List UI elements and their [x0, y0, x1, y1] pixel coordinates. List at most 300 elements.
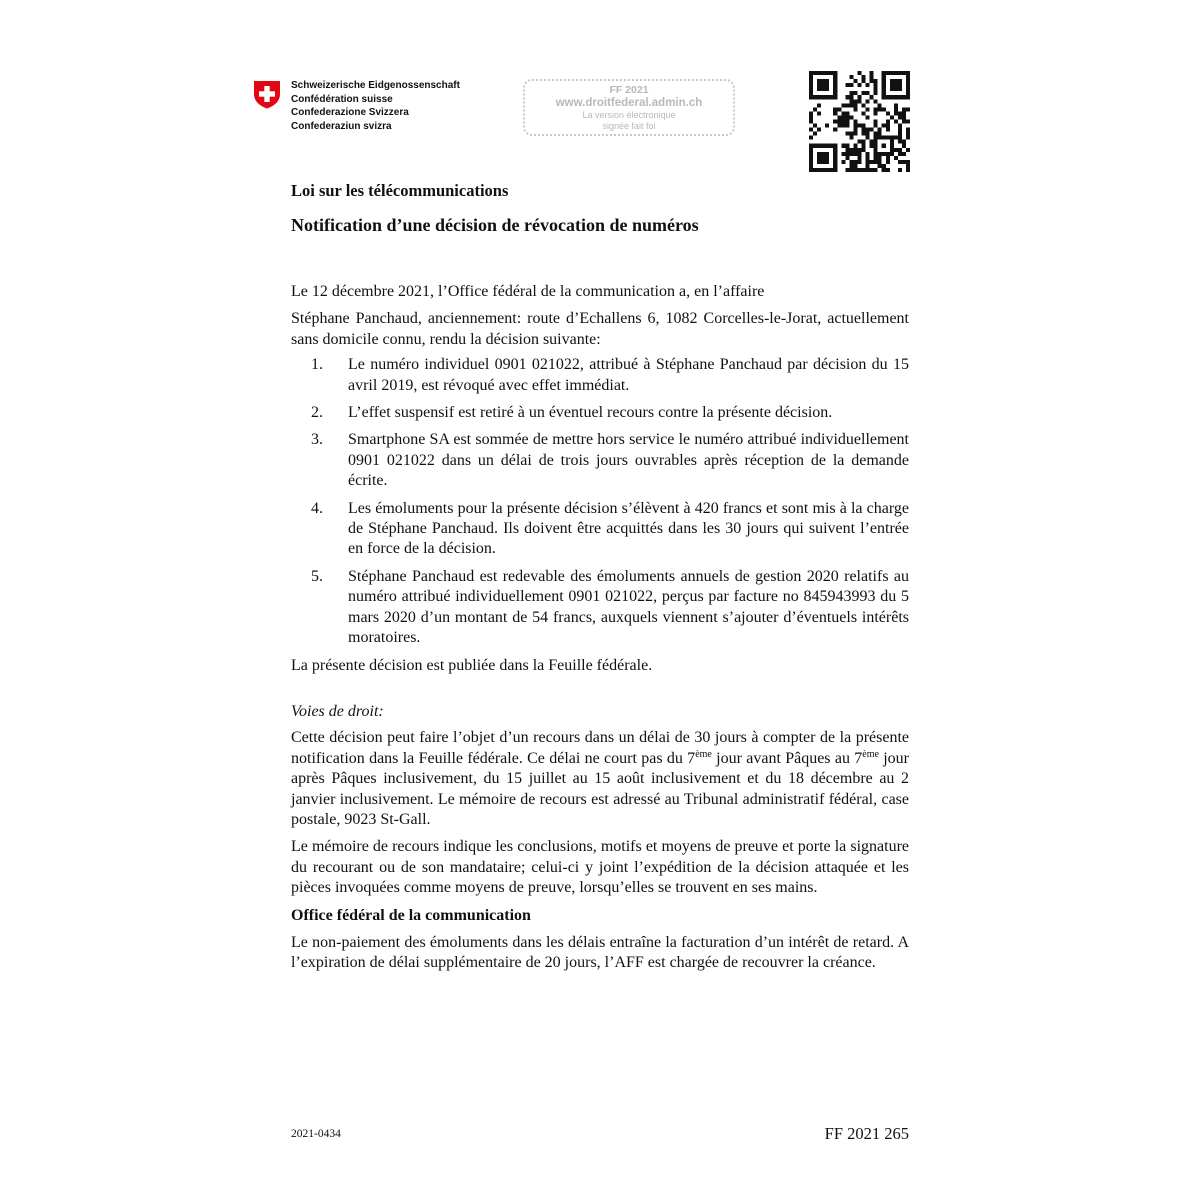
qr-module [882, 164, 886, 168]
qr-module [890, 152, 894, 156]
qr-module [857, 140, 861, 144]
qr-module [906, 75, 910, 79]
qr-module [845, 168, 849, 172]
decision-number: 1. [311, 356, 323, 374]
qr-module [833, 111, 837, 115]
qr-module [874, 136, 878, 140]
authority-it: Confederazione Svizzera [291, 107, 409, 118]
qr-module [890, 71, 894, 75]
qr-module [902, 71, 906, 75]
qr-module [898, 87, 902, 91]
qr-module [817, 144, 821, 148]
qr-module [906, 164, 910, 168]
publication-note: La présente décision est publiée dans la Feuille fédérale. [291, 656, 653, 674]
remedies-text-3: jour après Pâques inclusivement, du 15 juillet au 15 août inclusivement et du 18 décembre au 2 janvier inclusivement. Le mémoire de recours est adressé au Tribunal administratif fédéral, case postale, 9023 St-Gall. [291, 749, 910, 828]
qr-module [817, 156, 821, 160]
qr-module [849, 152, 853, 156]
qr-module [833, 71, 837, 75]
decision-number: 2. [311, 404, 323, 422]
qr-module [886, 119, 890, 123]
qr-module [906, 132, 910, 136]
qr-module [866, 164, 870, 168]
qr-module [894, 119, 898, 123]
qr-module [845, 144, 849, 148]
superscript-ordinal: ème [862, 748, 879, 760]
qr-module [809, 71, 813, 75]
qr-module [809, 83, 813, 87]
qr-module [809, 164, 813, 168]
qr-module [825, 87, 829, 91]
qr-module [857, 99, 861, 103]
qr-module [894, 87, 898, 91]
qr-module [825, 83, 829, 87]
qr-module [853, 152, 857, 156]
qr-module [833, 75, 837, 79]
qr-module [825, 71, 829, 75]
qr-module [857, 168, 861, 172]
qr-module [833, 107, 837, 111]
qr-module [882, 71, 886, 75]
qr-module [817, 87, 821, 91]
qr-module [809, 168, 813, 172]
qr-module [874, 168, 878, 172]
qr-module [849, 168, 853, 172]
qr-module [906, 119, 910, 123]
qr-module [902, 119, 906, 123]
qr-module [894, 136, 898, 140]
qr-module [898, 71, 902, 75]
stamp-url: www.droitfederal.admin.ch [555, 97, 703, 109]
qr-module [845, 132, 849, 136]
qr-module [906, 91, 910, 95]
qr-module [833, 164, 837, 168]
stamp-note-2: signée fait foi [602, 121, 656, 131]
qr-module [821, 160, 825, 164]
qr-module [882, 87, 886, 91]
qr-module [886, 128, 890, 132]
qr-module [841, 152, 845, 156]
qr-module [898, 140, 902, 144]
qr-module [853, 103, 857, 107]
qr-module [821, 168, 825, 172]
qr-module [866, 132, 870, 136]
qr-module [894, 103, 898, 107]
qr-module [874, 160, 878, 164]
qr-module [906, 83, 910, 87]
qr-module [866, 83, 870, 87]
qr-module [874, 148, 878, 152]
qr-module [809, 75, 813, 79]
qr-module [862, 144, 866, 148]
qr-module [890, 87, 894, 91]
qr-module [837, 124, 841, 128]
qr-module [833, 87, 837, 91]
qr-module [853, 148, 857, 152]
qr-module [849, 132, 853, 136]
qr-module [886, 136, 890, 140]
stamp-gazette-ref: FF 2021 [609, 84, 649, 96]
qr-module [841, 160, 845, 164]
closing-paragraph: Le non-paiement des émoluments dans les délais entraîne la facturation d’un intérêt de retard. A l’expiration de délai supplémentaire de 20 jours, l’AFF est chargée de recouvrer la créance. [291, 933, 909, 972]
qr-module [833, 83, 837, 87]
qr-module [837, 119, 841, 123]
intro-paragraph: Le 12 décembre 2021, l’Office fédéral de la communication a, en l’affaire [291, 283, 765, 300]
qr-module [874, 111, 878, 115]
qr-module [833, 168, 837, 172]
qr-module [825, 124, 829, 128]
qr-module [841, 103, 845, 107]
qr-module [809, 156, 813, 160]
authority-de: Schweizerische Eidgenossenschaft [291, 80, 460, 91]
qr-module [862, 140, 866, 144]
qr-module [809, 87, 813, 91]
qr-module [886, 156, 890, 160]
qr-module [898, 132, 902, 136]
qr-module [870, 71, 874, 75]
qr-module [890, 144, 894, 148]
qr-module [902, 115, 906, 119]
legal-remedies-paragraph [291, 728, 909, 830]
qr-module [878, 160, 882, 164]
qr-module [813, 168, 817, 172]
qr-module [857, 156, 861, 160]
qr-module [870, 128, 874, 132]
qr-module [845, 115, 849, 119]
decision-number: 4. [311, 499, 323, 517]
qr-module [809, 128, 813, 132]
qr-module [874, 99, 878, 103]
decision-number: 5. [311, 567, 323, 585]
qr-module [809, 111, 813, 115]
qr-module [878, 156, 882, 160]
qr-module [886, 71, 890, 75]
qr-module [853, 79, 857, 83]
qr-module [809, 144, 813, 148]
qr-module [906, 168, 910, 172]
qr-module [817, 71, 821, 75]
qr-module [870, 95, 874, 99]
signing-authority: Office fédéral de la communication [291, 906, 531, 924]
qr-module [866, 91, 870, 95]
qr-module [898, 95, 902, 99]
qr-module [866, 107, 870, 111]
qr-module [862, 168, 866, 172]
qr-module [890, 95, 894, 99]
qr-module [902, 111, 906, 115]
qr-module [813, 144, 817, 148]
qr-module [841, 111, 845, 115]
qr-module [898, 124, 902, 128]
qr-module [898, 148, 902, 152]
qr-module [902, 140, 906, 144]
qr-module [857, 148, 861, 152]
qr-module [898, 136, 902, 140]
qr-module [894, 156, 898, 160]
qr-module [853, 128, 857, 132]
qr-module [809, 95, 813, 99]
qr-module [821, 152, 825, 156]
qr-module [882, 95, 886, 99]
qr-module [898, 115, 902, 119]
qr-module [809, 119, 813, 123]
qr-module [817, 128, 821, 132]
qr-module [813, 95, 817, 99]
qr-module [874, 79, 878, 83]
qr-module [886, 111, 890, 115]
qr-module [898, 160, 902, 164]
qr-module [845, 148, 849, 152]
notification-title: Notification d’une décision de révocation de numéros [291, 215, 699, 235]
decision-item [291, 355, 909, 396]
qr-module [886, 168, 890, 172]
qr-module [849, 164, 853, 168]
law-title: Loi sur les télécommunications [291, 181, 509, 200]
qr-module [866, 99, 870, 103]
qr-module [878, 152, 882, 156]
qr-module [866, 160, 870, 164]
qr-module [821, 95, 825, 99]
qr-module [821, 87, 825, 91]
qr-module [849, 91, 853, 95]
qr-module [906, 71, 910, 75]
qr-module [874, 83, 878, 87]
qr-module [841, 124, 845, 128]
qr-module [894, 111, 898, 115]
qr-module [906, 107, 910, 111]
qr-module [809, 79, 813, 83]
qr-module [817, 168, 821, 172]
qr-module [862, 103, 866, 107]
cross-horizontal [259, 91, 275, 96]
qr-module [849, 160, 853, 164]
qr-module [857, 95, 861, 99]
qr-module [849, 103, 853, 107]
qr-module [890, 83, 894, 87]
qr-module [890, 136, 894, 140]
qr-module [809, 91, 813, 95]
party-paragraph: Stéphane Panchaud, anciennement: route d’Echallens 6, 1082 Corcelles-le-Jorat, actuellement sans domicile connu, rendu la décision suivante: [291, 310, 909, 348]
qr-module [817, 95, 821, 99]
decision-item [291, 430, 909, 491]
qr-module [837, 107, 841, 111]
qr-module [882, 79, 886, 83]
qr-module [902, 160, 906, 164]
qr-module [866, 115, 870, 119]
qr-module [833, 119, 837, 123]
qr-module [817, 111, 821, 115]
qr-module [853, 168, 857, 172]
qr-module [874, 132, 878, 136]
document-body [291, 282, 909, 974]
qr-module [853, 91, 857, 95]
qr-module [862, 91, 866, 95]
qr-module [882, 91, 886, 95]
qr-module [853, 164, 857, 168]
superscript-ordinal: ème [695, 748, 712, 760]
qr-module [853, 124, 857, 128]
qr-module [890, 79, 894, 83]
qr-module [866, 156, 870, 160]
qr-module [906, 128, 910, 132]
qr-module [813, 132, 817, 136]
qr-module [898, 83, 902, 87]
authority-rm: Confederaziun svizra [291, 120, 392, 132]
qr-module [906, 136, 910, 140]
qr-module [874, 140, 878, 144]
qr-module [886, 95, 890, 99]
qr-module [829, 95, 833, 99]
qr-module [882, 144, 886, 148]
qr-module [894, 71, 898, 75]
qr-module [862, 132, 866, 136]
qr-module [841, 144, 845, 148]
qr-module [845, 83, 849, 87]
qr-module [874, 87, 878, 91]
qr-module [849, 136, 853, 140]
qr-module [878, 103, 882, 107]
qr-module [862, 128, 866, 132]
qr-module [817, 79, 821, 83]
qr-module [894, 95, 898, 99]
qr-module [845, 124, 849, 128]
qr-module [890, 148, 894, 152]
qr-module [821, 83, 825, 87]
legal-remedies-heading: Voies de droit: [291, 702, 384, 720]
qr-module [833, 128, 837, 132]
qr-module [817, 160, 821, 164]
qr-module [833, 95, 837, 99]
qr-module [833, 148, 837, 152]
decision-list [291, 355, 909, 648]
authority-fr: Confédération suisse [291, 93, 393, 105]
qr-module [833, 152, 837, 156]
qr-module [817, 83, 821, 87]
qr-module [809, 152, 813, 156]
qr-module [845, 156, 849, 160]
qr-module [898, 152, 902, 156]
qr-module [841, 119, 845, 123]
qr-module [853, 107, 857, 111]
qr-module [874, 144, 878, 148]
qr-module [833, 144, 837, 148]
qr-module [906, 95, 910, 99]
qr-module [862, 124, 866, 128]
qr-module [886, 160, 890, 164]
appeal-requirements-paragraph: Le mémoire de recours indique les conclusions, motifs et moyens de preuve et porte la signature du recourant ou de son mandataire; celui-ci y joint l’expédition de la décision attaquée et les pièces invoquées comme moyens de preuve, lorsqu’elles se trouvent en ses mains. [291, 838, 909, 897]
qr-module [809, 160, 813, 164]
swiss-cross-icon [252, 79, 282, 109]
qr-module [853, 144, 857, 148]
qr-module [857, 152, 861, 156]
qr-module [870, 140, 874, 144]
gazette-page-reference: FF 2021 265 [824, 1124, 909, 1143]
qr-module [870, 160, 874, 164]
qr-module [882, 136, 886, 140]
qr-module [878, 132, 882, 136]
qr-module [882, 152, 886, 156]
qr-module [874, 124, 878, 128]
qr-module [817, 152, 821, 156]
qr-module [845, 103, 849, 107]
qr-module [882, 168, 886, 172]
decision-text: Le numéro individuel 0901 021022, attribué à Stéphane Panchaud par décision du 15 avril 2019, est révoqué avec effet immédiat. [348, 356, 909, 394]
qr-module [878, 128, 882, 132]
qr-module [829, 144, 833, 148]
decision-text: Smartphone SA est sommée de mettre hors service le numéro attribué individuellement 0901 021022 dans un délai de trois jours ouvrables après réception de la demande écrite. [348, 431, 909, 490]
qr-module [845, 111, 849, 115]
qr-module [902, 144, 906, 148]
qr-module [894, 83, 898, 87]
qr-module [833, 156, 837, 160]
qr-module [813, 71, 817, 75]
qr-module [898, 128, 902, 132]
qr-module [890, 140, 894, 144]
qr-module [825, 95, 829, 99]
qr-module [898, 79, 902, 83]
qr-module [857, 124, 861, 128]
qr-module [886, 124, 890, 128]
qr-module [882, 75, 886, 79]
qr-module [849, 115, 853, 119]
qr-module [849, 83, 853, 87]
remedies-text-1: Cette décision peut faire l’objet d’un recours dans un délai de 30 jours à compter de la présente notification dans la Feuille fédérale. Ce délai ne court pas du 7 [291, 729, 909, 767]
decision-text: L’effet suspensif est retiré à un éventuel recours contre la présente décision. [348, 404, 833, 422]
qr-module [829, 168, 833, 172]
decision-text: Les émoluments pour la présente décision s’élèvent à 420 francs et sont mis à la charge de Stéphane Panchaud. Ils doivent être acquittés dans les 30 jours qui suivent l’entrée en force de la décision. [348, 499, 909, 558]
decision-item [291, 567, 909, 649]
qr-module [837, 115, 841, 119]
qr-module [841, 115, 845, 119]
remedies-text-2: jour avant Pâques au 7 [711, 749, 863, 767]
qr-module [821, 71, 825, 75]
qr-module [849, 75, 853, 79]
qr-module [874, 119, 878, 123]
qr-module [866, 128, 870, 132]
qr-module [821, 156, 825, 160]
qr-module [862, 148, 866, 152]
qr-module [809, 148, 813, 152]
qr-module [853, 99, 857, 103]
qr-module [825, 168, 829, 172]
qr-module [906, 87, 910, 91]
decision-text: Stéphane Panchaud est redevable des émoluments annuels de gestion 2020 relatifs au numéro attribué individuellement 0901 021022, perçus par facture no 845943993 du 5 mars 2020 d’un montant de 54 francs, auxquels viennent s’ajouter d’éventuels intérêts moratoires. [348, 567, 909, 647]
qr-module [878, 136, 882, 140]
qr-module [874, 152, 878, 156]
qr-module [898, 168, 902, 172]
qr-module [878, 107, 882, 111]
qr-module [857, 71, 861, 75]
qr-module [906, 79, 910, 83]
qr-module [825, 79, 829, 83]
qr-module [894, 107, 898, 111]
federal-authority-names [291, 79, 460, 133]
qr-module [866, 136, 870, 140]
qr-module [817, 103, 821, 107]
qr-module [870, 79, 874, 83]
qr-module [845, 95, 849, 99]
qr-module [853, 132, 857, 136]
qr-module [833, 79, 837, 83]
qr-module [845, 119, 849, 123]
qr-module [866, 152, 870, 156]
qr-module [886, 152, 890, 156]
qr-module [878, 164, 882, 168]
qr-module [870, 168, 874, 172]
qr-code-icon [809, 71, 910, 172]
qr-module [882, 83, 886, 87]
qr-module [825, 152, 829, 156]
qr-module [902, 95, 906, 99]
